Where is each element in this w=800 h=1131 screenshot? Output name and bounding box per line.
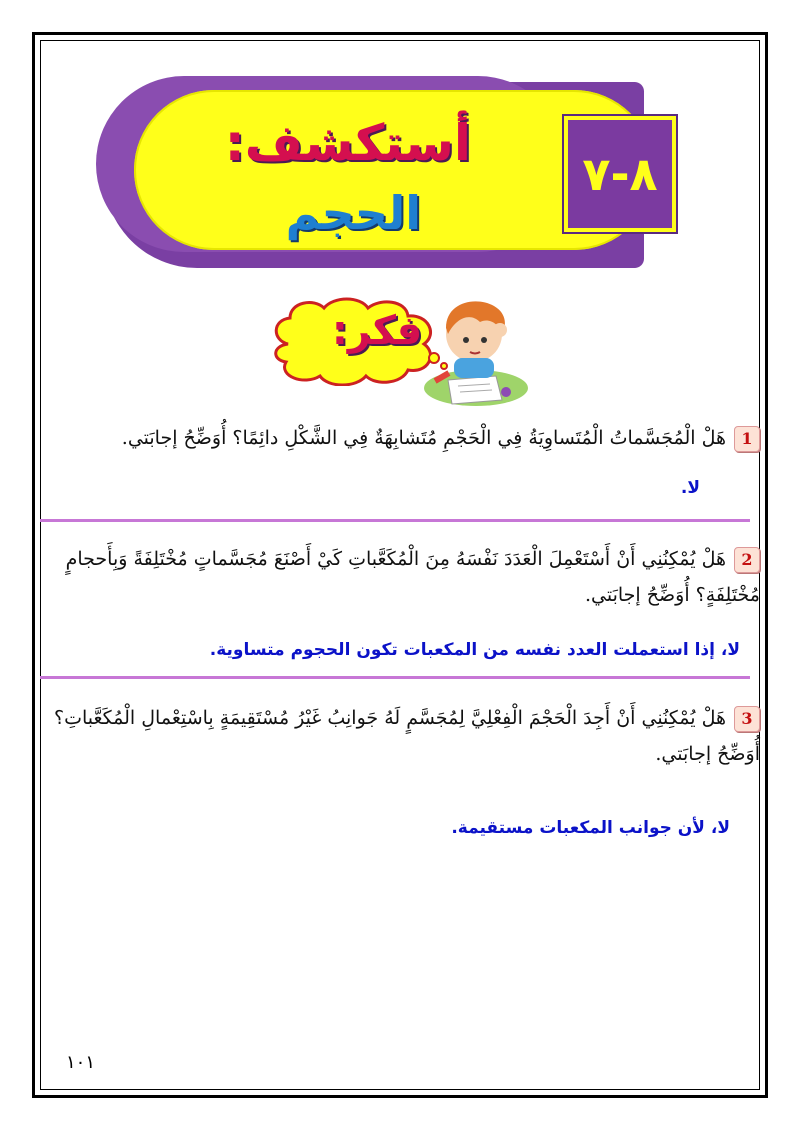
section-divider — [40, 519, 750, 522]
question-2 — [50, 541, 760, 613]
section-divider — [40, 676, 750, 679]
question-text: هَلْ يُمْكِنُنِي أَنْ أَجِدَ الْحَجْمَ الْفِعْلِيَّ لِمُجَسَّمٍ لَهُ جَوانِبُ غَيْرُ مُسْتَقِيمَةٍ بِاسْتِعْمالِ الْمُكَعَّباتِ؟أُوَضِّحُ إجابَتي. — [54, 707, 760, 765]
think-section — [268, 288, 538, 408]
lesson-subtitle: الحجم — [285, 186, 421, 240]
lesson-title: أستكشف: — [224, 114, 471, 172]
thinking-kid-icon — [418, 288, 528, 408]
answer-2: لا، إذا استعملت العدد نفسه من المكعبات تكون الحجوم متساوية. — [209, 640, 740, 660]
question-text: هَلْ يُمْكِنُنِي أَنْ أَسْتَعْمِلَ الْعَدَدَ نَفْسَهُ مِنَ الْمُكَعَّباتِ كَيْ أَصْنَعَ مُجَسَّماتٍ مُخْتَلِفَةً وَبِأَحجامٍ مُخْتَلِفَةٍ؟ أُوَضِّحُ إجابَتي. — [65, 548, 760, 606]
question-text: هَلْ الْمُجَسَّماتُ الْمُتَساوِيَةُ فِي الْحَجْمِ مُتَشابِهَةٌ فِي الشَّكْلِ دائِمًا؟ أُوَضِّحُ إجابَتي. — [121, 427, 726, 449]
lesson-number: ٨-٧ — [582, 147, 658, 201]
answer-1: لا. — [680, 478, 700, 498]
page-number: ١٠١ — [66, 1052, 96, 1073]
lesson-banner — [96, 76, 686, 276]
question-number-badge: 2 — [734, 547, 760, 573]
question-number-badge: 3 — [734, 706, 760, 732]
answer-3: لا، لأن جوانب المكعبات مستقيمة. — [451, 818, 730, 838]
question-number-badge: 1 — [734, 426, 760, 452]
question-3 — [50, 700, 760, 772]
think-label: فكر: — [331, 308, 423, 354]
lesson-number-badge — [564, 116, 676, 232]
question-1 — [60, 420, 760, 456]
